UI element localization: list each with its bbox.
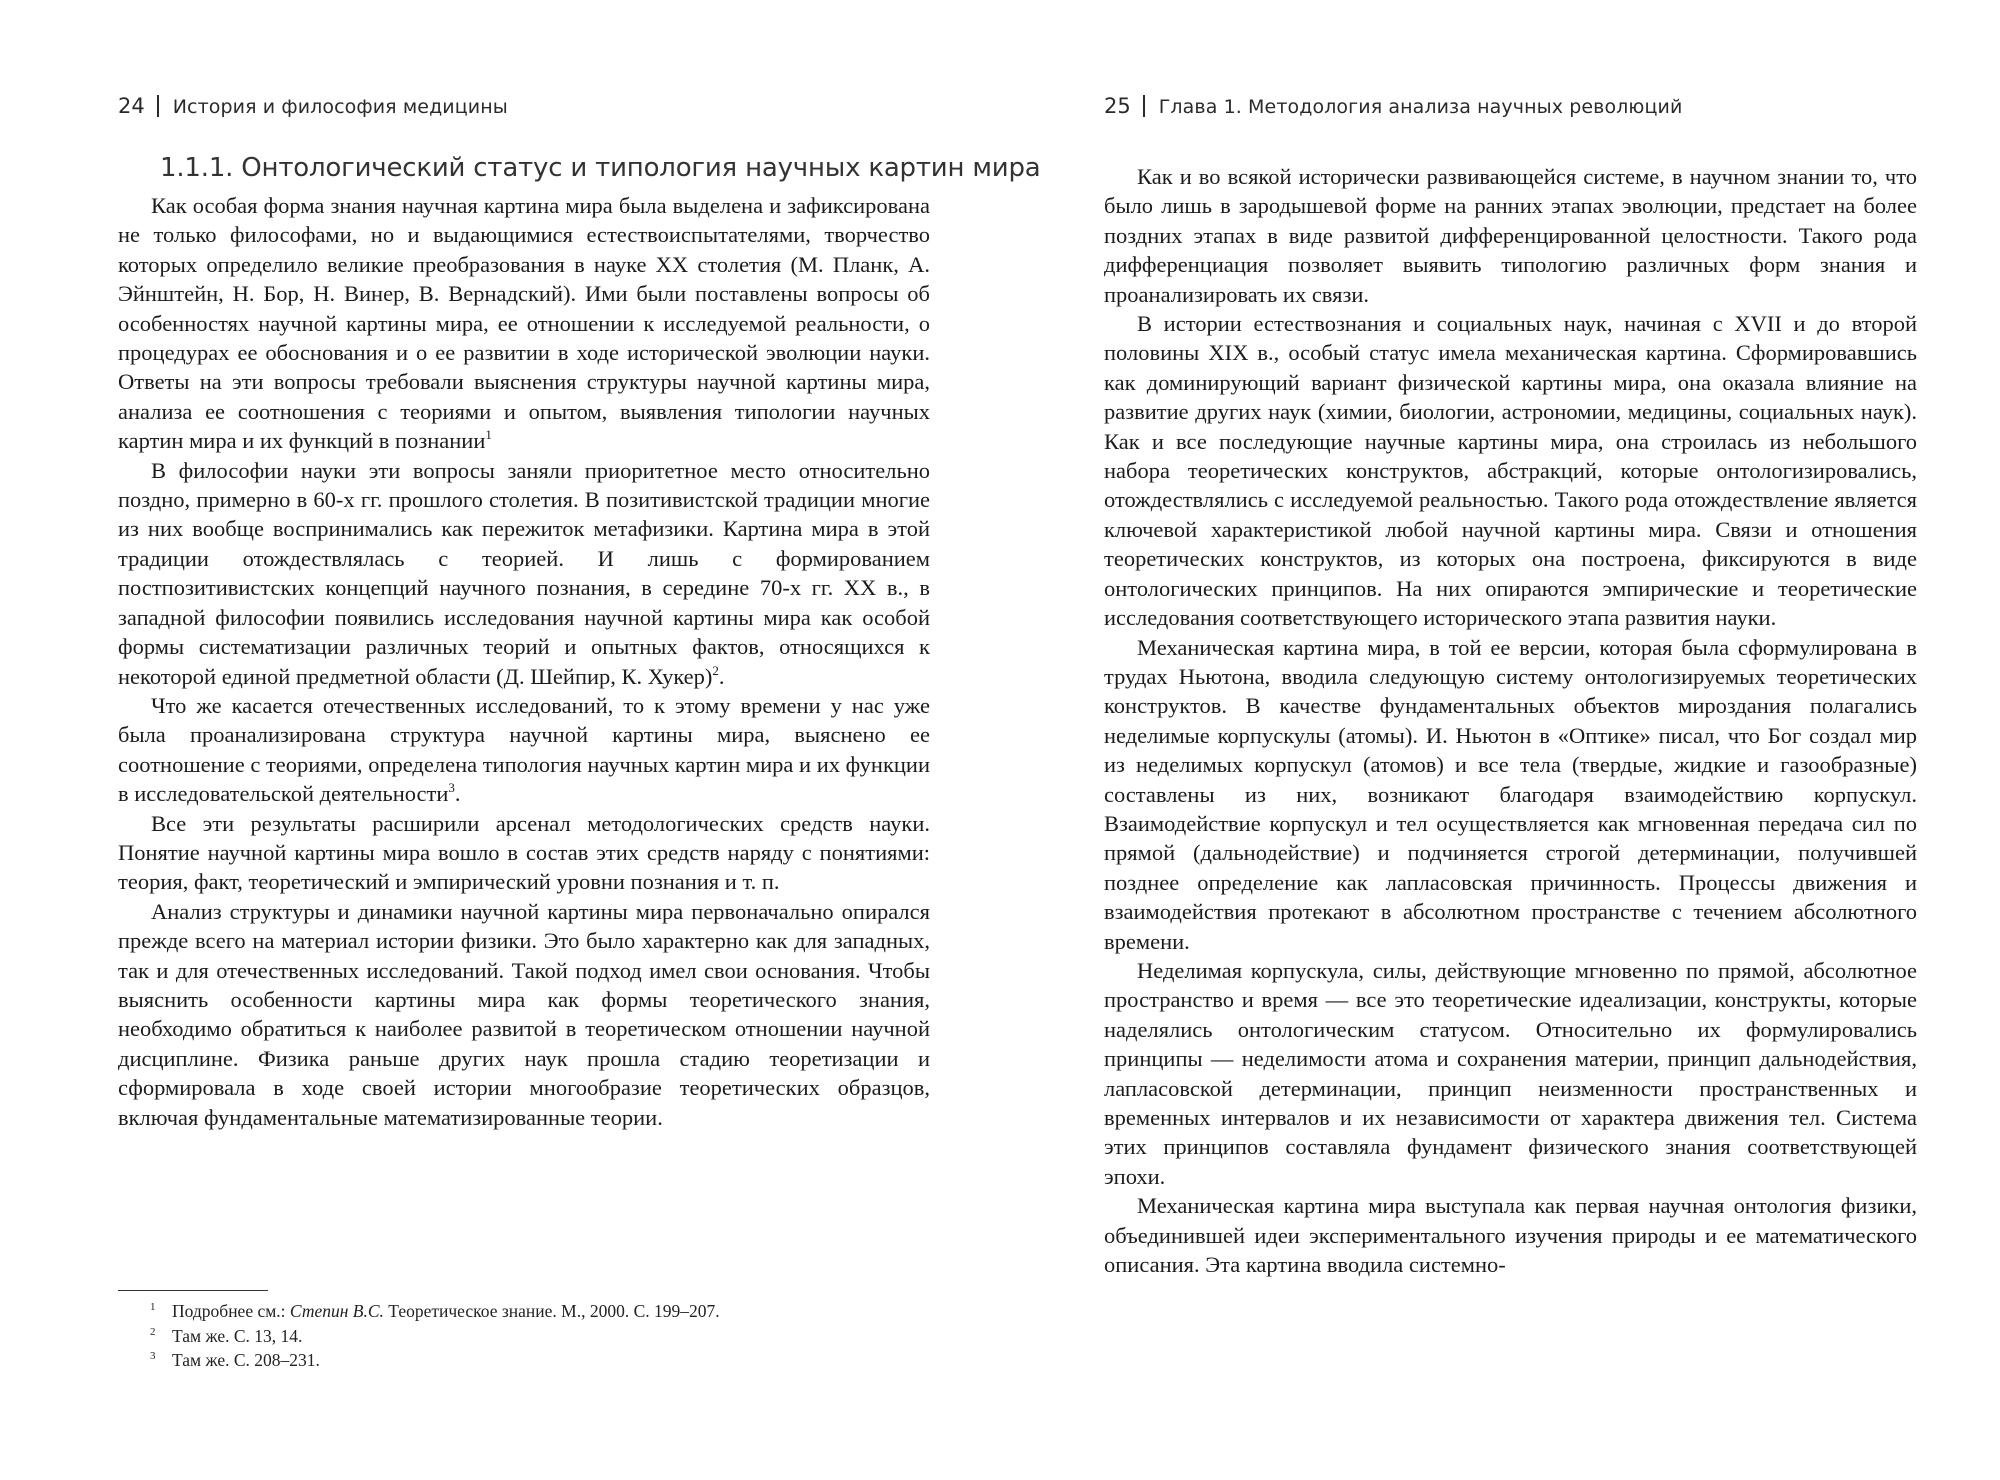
paragraph-text: Как особая форма знания научная картина мира была выделена и зафиксирована не только философами, но и выдающимися естествоиспытателями, творчество которых определило великие преобразования в науке XX столетия (М. Планк, А. Эйнштейн, Н. Бор, Н. Винер, В. Вернадский). Ими были поставлены вопросы об особенностях научной картины мира, ее отношении к исследуемой реальности, о процедурах ее обоснования и о ее развитии в ходе исторической эволюции науки. Ответы на эти вопросы требовали выяснения структуры научной картины мира, анализа ее соотношения с теориями и опытом, выявления типологии научных картин мира и их функций в познании [118,193,930,454]
section-title: 1.1.1. Онтологический статус и типология научных картин мира [160,153,1041,183]
paragraph-text: Все эти результаты расширили арсенал методологических средств науки. Понятие научной картины мира вошло в состав этих средств наряду с понятиями: теория, факт, теоретический и эмпирический уровни познания и т. п. [118,810,930,895]
left-running-title: История и философия медицины [172,96,508,118]
footnote-author: Степин В.С. [289,1301,384,1321]
footnote: 1 Подробнее см.: Степин В.С. Теоретическое знание. М., 2000. С. 199–207. [150,1301,720,1321]
paragraph: В истории естествознания и социальных наук, начиная с XVII и до второй половины XIX в., особый статус имела механическая картина. Сформировавшись как доминирующий вариант физической картины мира, она оказала влияние на развитие других наук (химии, биологии, астрономии, медицины, социальных наук). Как и все последующие научные картины мира, она строилась из небольшого набора теоретических конструктов, абстракций, которые онтологизировались, отождествлялись с исследуемой реальностью. Такого рода отождествление является ключевой характеристикой любой научной картины мира. Связи и отношения теоретических конструктов, из которых она построена, фиксируются в виде онтологических принципов. На них опираются эмпирические и теоретические исследования соответствующего исторического этапа развития науки. [1104,311,1917,631]
left-running-head [118,94,508,118]
running-head-separator [157,95,159,117]
right-body-text [1104,162,1917,1279]
running-head-separator [1143,95,1145,117]
footnote-text: Теоретическое знание. М., 2000. С. 199–207. [383,1301,720,1321]
right-page-number: 25 [1104,94,1131,118]
paragraph: Как и во всякой исторически развивающейся системе, в научном знании то, что было лишь в зародышевой форме на ранних этапах эволюции, предстает на более поздних этапах в виде развитой дифференцированной целостности. Такого рода дифференциация позволяет выявить типологию различных форм знания и проанализировать их связи. [1104,164,1917,307]
right-running-head [1104,94,1682,118]
left-body-text [118,191,930,1132]
footnote-ref: 3 [448,780,455,796]
paragraph: Механическая картина мира, в той ее версии, которая была сформулирована в трудах Ньютона, вводила следующую систему онтологизируемых теоретических конструктов. В качестве фундаментальных объектов мироздания полагались неделимые корпускулы (атомы). И. Ньютон в «Оптике» писал, что Бог создал мир из неделимых корпускул (атомов) и все тела (твердые, жидкие и газообразные) составлены из них, возникают благодаря взаимодействию корпускул. Взаимодействие корпускул и тел осуществляется как мгновенная передача сил по прямой (дальнодействие) и подчиняется строгой детерминации, получившей позднее определение как лапласовская причинность. Процессы движения и взаимодействия протекают в абсолютном пространстве с течением абсолютного времени. [1104,634,1917,954]
paragraph: Неделимая корпускула, силы, действующие мгновенно по прямой, абсолютное пространство и время — все это теоретические идеализации, конструкты, которые наделялись онтологическим статусом. Относительно их формулировались принципы — неделимости атома и сохранения материи, принцип дальнодействия, лапласовской детерминации, принцип неизменности пространственных и временных интервалов и их независимости от характера движения тел. Система этих принципов составляла фундамент физического знания соответствующей эпохи. [1104,957,1917,1189]
footnote-text: Там же. С. 13, 14. [172,1325,303,1346]
footnote: 3 Там же. С. 208–231. [150,1350,320,1370]
footnote-text: Там же. С. 208–231. [172,1350,320,1370]
footnote: 2 Там же. С. 13, 14. [150,1325,303,1346]
paragraph [118,456,930,691]
paragraph [118,809,930,897]
paragraph [118,691,930,809]
footnote-text: Подробнее см.: [172,1301,290,1321]
paragraph-text: Что же касается отечественных исследований, то к этому времени у нас уже была проанализирована структура научной картины мира, выяснено ее соотношение с теориями, определена типология научных картин мира и их функции в исследовательской деятельности [118,692,930,807]
paragraph [118,897,930,1132]
right-running-title: Глава 1. Методология анализа научных революций [1158,96,1683,118]
right-page [1000,0,2000,1480]
paragraph [118,191,930,456]
footnote-ref: 1 [485,427,492,443]
paragraph-end: . [454,781,461,807]
paragraph: Механическая картина мира выступала как первая научная онтология физики, объединившей идеи экспериментального изучения природы и ее математического описания. Эта картина вводила системно- [1104,1193,1917,1278]
left-page-number: 24 [118,94,145,118]
paragraph-text: Анализ структуры и динамики научной картины мира первоначально опирался прежде всего на материал истории физики. Это было характерно как для западных, так и для отечественных исследований. Такой подход имел свои основания. Чтобы выяснить особенности картины мира как формы теоретического знания, необходимо обратиться к наиболее развитой в теоретическом отношении научной дисциплине. Физика раньше других наук прошла стадию теоретизации и сформировала в ходе своей истории многообразие теоретических образцов, включая фундаментальные математизированные теории. [118,898,930,1130]
paragraph-end: . [718,663,725,689]
footnote-divider [118,1290,268,1291]
footnotes [150,1299,720,1373]
footnote-ref: 2 [712,662,719,678]
paragraph-text: В философии науки эти вопросы заняли приоритетное место относительно поздно, примерно в 60-х гг. прошлого столетия. В позитивистской традиции многие из них вообще воспринимались как пережиток метафизики. Картина мира в этой традиции отождествлялась с теорией. И лишь с формированием постпозитивистских концепций научного познания, в середине 70-х гг. XX в., в западной философии появились исследования научной картины мира как особой формы систематизации различных теорий и опытных фактов, относящихся к некоторой единой предметной области (Д. Шейпир, К. Хукер) [118,457,930,689]
